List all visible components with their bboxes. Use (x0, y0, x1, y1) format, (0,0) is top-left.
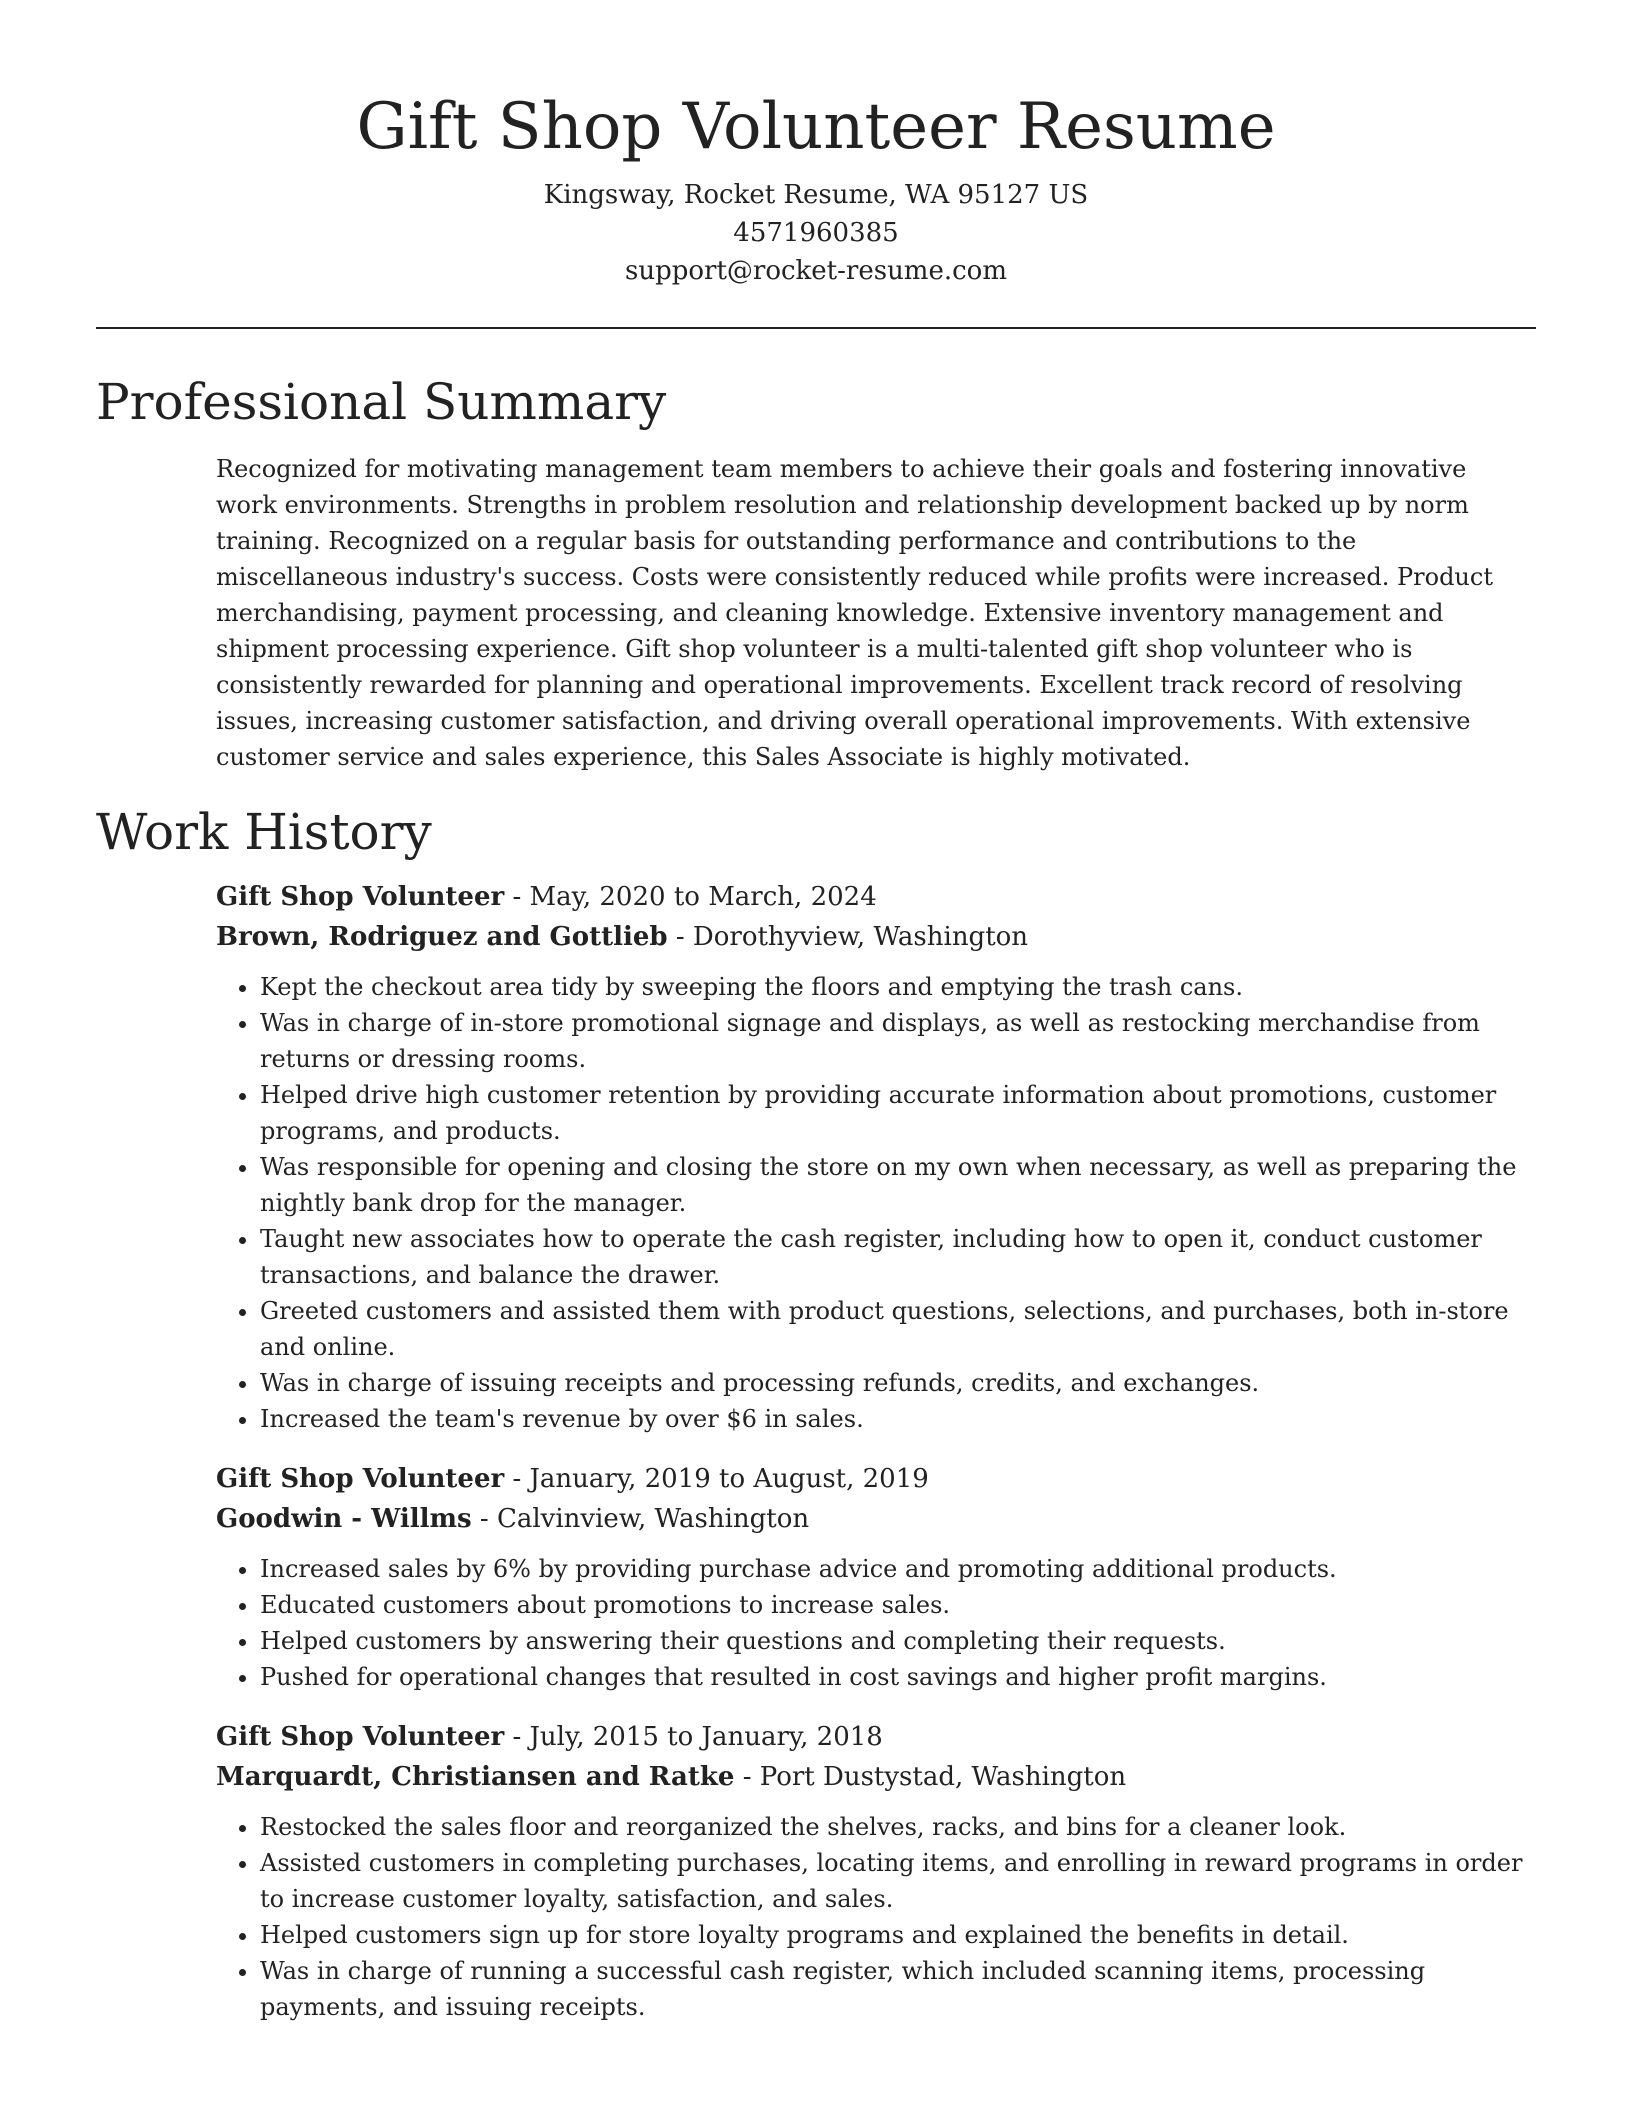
job-company-line (216, 1499, 1526, 1539)
job-duties-list (216, 1809, 1526, 2025)
job-duty: • Taught new associates how to operate the cash register, including how to open it, conduct customer transactions, and balance the drawer. (260, 1221, 1526, 1293)
job-location: - Dorothyview, Washington (667, 922, 1029, 952)
job-title-line (216, 877, 1526, 917)
job-title: Gift Shop Volunteer (216, 1722, 505, 1752)
resume-header (96, 0, 1536, 290)
job-duty: • Was in charge of running a successful cash register, which included scanning items, processing payments, and issuing receipts. (260, 1953, 1526, 2025)
work-history-heading: Work History (96, 803, 432, 861)
job-duty: • Increased the team's revenue by over $6 in sales. (260, 1401, 1526, 1437)
job-dates: - May, 2020 to March, 2024 (504, 882, 877, 912)
job-duties-list (216, 969, 1526, 1437)
job-entry (216, 1459, 1526, 1695)
job-duty: • Increased sales by 6% by providing purchase advice and promoting additional products. (260, 1551, 1526, 1587)
job-company: Brown, Rodriguez and Gottlieb (216, 922, 668, 952)
contact-address: Kingsway, Rocket Resume, WA 95127 US (543, 180, 1089, 210)
job-title-line (216, 1717, 1526, 1757)
summary-heading: Professional Summary (96, 373, 667, 431)
summary-text: Recognized for motivating management team members to achieve their goals and fostering innovative work environments. Strengths in problem resolution and relationship development backed up by norm training. Recognized on a regular basis for outstanding performance and contributions to the miscellaneous industry's success. Costs were consistently reduced while profits were increased. Product merchandising, payment processing, and cleaning knowledge. Extensive inventory management and shipment processing experience. Gift shop volunteer is a multi-talented gift shop volunteer who is consistently rewarded for planning and operational improvements. Excellent track record of resolving issues, increasing customer satisfaction, and driving overall operational improvements. With extensive customer service and sales experience, this Sales Associate is highly motivated. (216, 455, 1493, 771)
job-duties-list (216, 1551, 1526, 1695)
job-duty: • Greeted customers and assisted them with product questions, selections, and purchases, both in-store and online. (260, 1293, 1526, 1365)
contact-email: support@rocket-resume.com (624, 256, 1007, 286)
job-duty: • Pushed for operational changes that resulted in cost savings and higher profit margins. (260, 1659, 1526, 1695)
work-history-section (216, 877, 1526, 2025)
job-dates: - July, 2015 to January, 2018 (504, 1722, 883, 1752)
job-company-line (216, 917, 1526, 957)
job-title-line (216, 1459, 1526, 1499)
job-duty: • Restocked the sales floor and reorganized the shelves, racks, and bins for a cleaner look. (260, 1809, 1526, 1845)
job-entry (216, 877, 1526, 1437)
job-duty: • Helped drive high customer retention by providing accurate information about promotions, customer programs, and products. (260, 1077, 1526, 1149)
job-entry (216, 1717, 1526, 2025)
job-duty: • Was in charge of in-store promotional signage and displays, as well as restocking merchandise from returns or dressing rooms. (260, 1005, 1526, 1077)
job-location: - Port Dustystad, Washington (734, 1762, 1127, 1792)
job-duty: • Assisted customers in completing purchases, locating items, and enrolling in reward programs in order to increase customer loyalty, satisfaction, and sales. (260, 1845, 1526, 1917)
job-company-line (216, 1757, 1526, 1797)
contact-info (96, 176, 1536, 290)
job-duty: • Helped customers sign up for store loyalty programs and explained the benefits in detail. (260, 1917, 1526, 1953)
job-duty: • Kept the checkout area tidy by sweeping the floors and emptying the trash cans. (260, 969, 1526, 1005)
page-title: Gift Shop Volunteer Resume (356, 90, 1276, 164)
job-duty: • Educated customers about promotions to increase sales. (260, 1587, 1526, 1623)
summary-section (216, 451, 1526, 775)
resume-page (96, 0, 1536, 2025)
job-company: Goodwin - Willms (216, 1504, 472, 1534)
job-location: - Calvinview, Washington (471, 1504, 810, 1534)
header-divider (96, 327, 1536, 329)
job-title: Gift Shop Volunteer (216, 882, 505, 912)
job-title: Gift Shop Volunteer (216, 1464, 505, 1494)
job-duty: • Was in charge of issuing receipts and processing refunds, credits, and exchanges. (260, 1365, 1526, 1401)
job-duty: • Helped customers by answering their questions and completing their requests. (260, 1623, 1526, 1659)
contact-phone: 4571960385 (733, 218, 899, 248)
job-company: Marquardt, Christiansen and Ratke (216, 1762, 735, 1792)
job-dates: - January, 2019 to August, 2019 (504, 1464, 929, 1494)
job-duty: • Was responsible for opening and closing the store on my own when necessary, as well as preparing the nightly bank drop for the manager. (260, 1149, 1526, 1221)
